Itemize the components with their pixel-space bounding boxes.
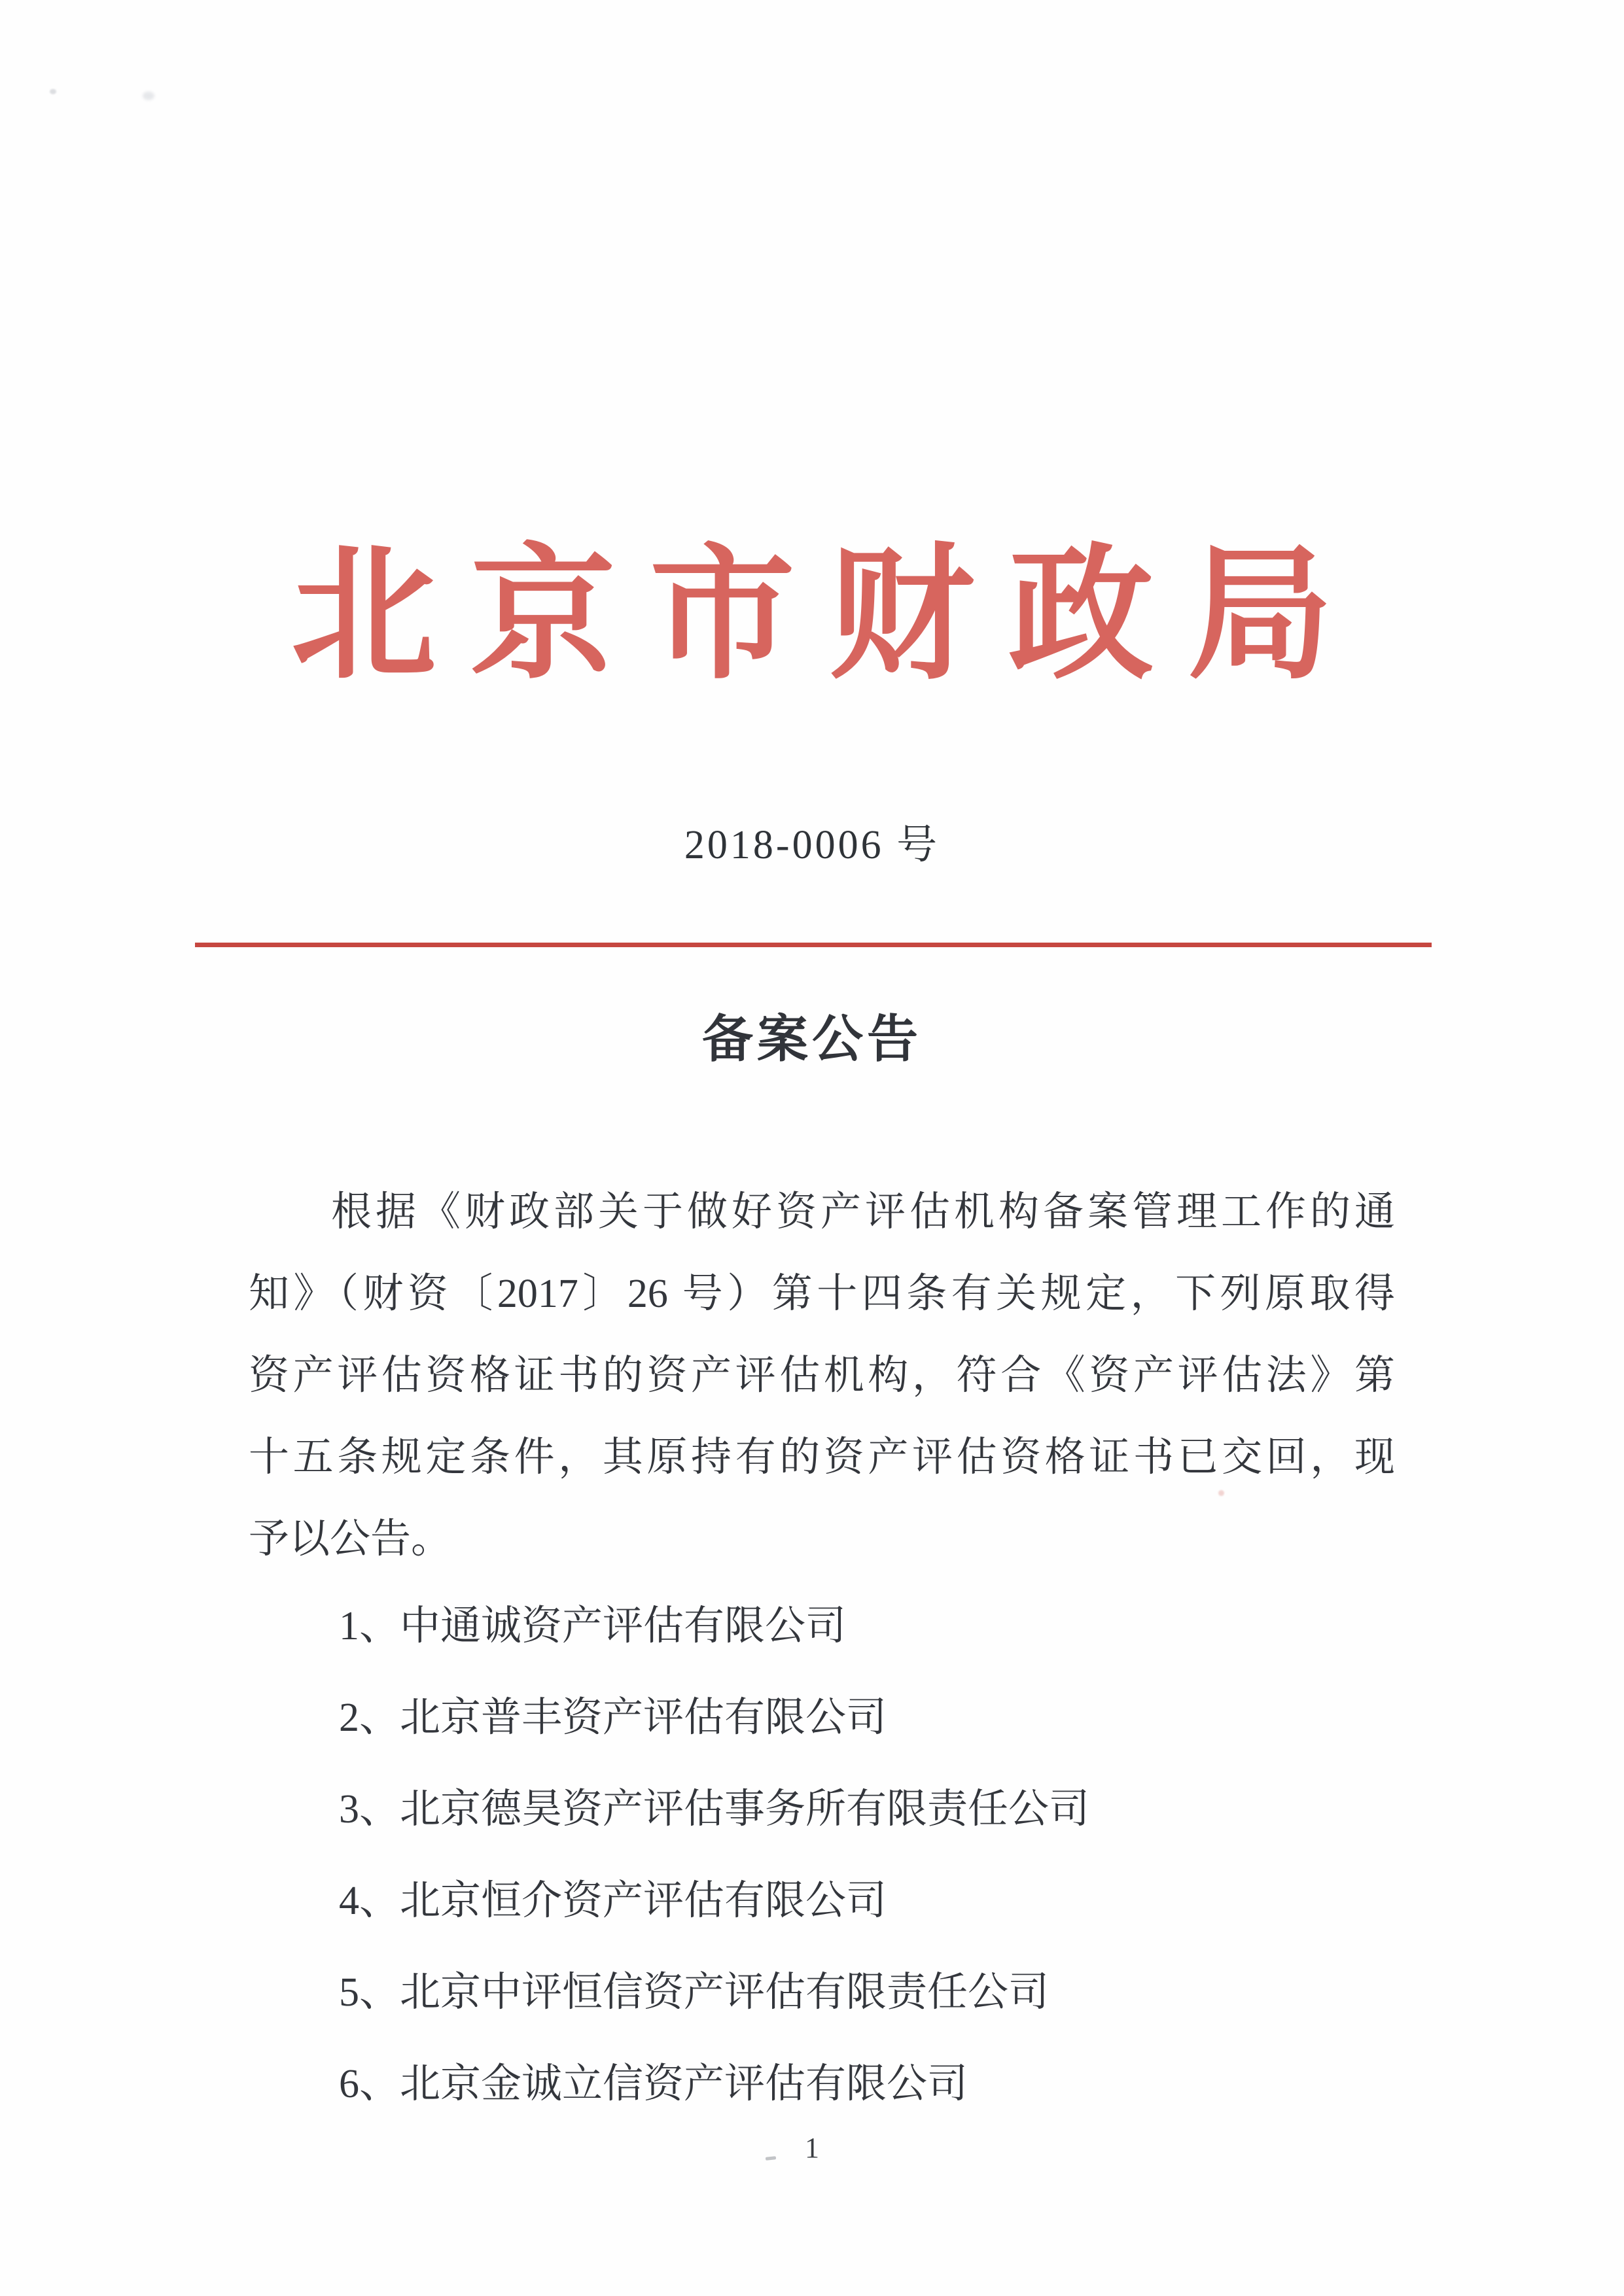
company-list-item-5: 5、北京中评恒信资产评估有限责任公司 bbox=[339, 1970, 1050, 2015]
company-list-item-3: 3、北京德昊资产评估事务所有限责任公司 bbox=[339, 1787, 1090, 1832]
page-number: 1 bbox=[805, 2132, 819, 2164]
letterhead-divider-line bbox=[195, 943, 1432, 947]
paragraph-line-5: 予以公告。 bbox=[249, 1517, 452, 1561]
agency-letterhead-title: 北京市财政局 bbox=[291, 536, 1367, 697]
paragraph-line-2: 知》（财资〔2017〕26 号）第十四条有关规定，下列原取得 bbox=[249, 1272, 1395, 1316]
company-list-item-6: 6、北京金诚立信资产评估有限公司 bbox=[339, 2062, 968, 2106]
scan-speck bbox=[50, 89, 56, 94]
company-list bbox=[249, 1580, 1395, 2130]
paragraph-line-4: 十五条规定条件，其原持有的资产评估资格证书已交回，现 bbox=[249, 1435, 1395, 1480]
announcement-heading: 备案公告 bbox=[701, 1011, 922, 1068]
company-list-item-1: 1、中通诚资产评估有限公司 bbox=[339, 1604, 847, 1648]
scan-speck bbox=[143, 92, 154, 100]
document-body bbox=[249, 1172, 1395, 2130]
paragraph-line-3: 资产评估资格证书的资产评估机构，符合《资产评估法》第 bbox=[249, 1353, 1395, 1398]
paragraph-line-1: 根据《财政部关于做好资产评估机构备案管理工作的通 bbox=[331, 1190, 1395, 1234]
document-number: 2018-0006 号 bbox=[684, 823, 940, 867]
company-list-item-2: 2、北京普丰资产评估有限公司 bbox=[339, 1696, 887, 1740]
company-list-item-4: 4、北京恒介资产评估有限公司 bbox=[339, 1879, 887, 1923]
